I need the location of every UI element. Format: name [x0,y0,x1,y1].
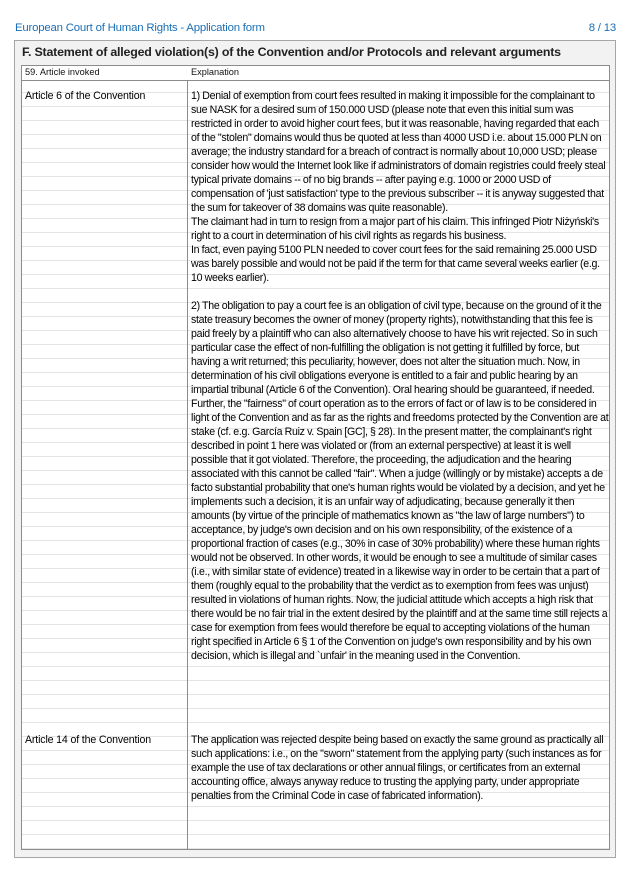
table-header-row [22,66,609,81]
article-table [21,65,610,850]
explanation-paragraph: The claimant had in turn to resign from a major part of his claim. This infringed Piotr Niżyński's right to a court in determination of his civil rights as regards his business. [191,216,599,242]
column-header-explanation: Explanation [191,67,240,77]
column-header-article: 59. Article invoked [25,67,100,77]
page-indicator: 8 / 13 [588,22,616,34]
explanation-field[interactable] [191,733,609,803]
blank-line [191,285,609,299]
explanation-field[interactable] [191,89,609,663]
explanation-paragraph: 2) The obligation to pay a court fee is an obligation of civil type, because on the ground of it the state treasury becomes the owner of money (property rights), notwithstanding that this fee is paid freely by a plaintiff who can also alternatively choose to have his writ rejected. So in such particular case the effect of non-fulfilling the obligation is not getting it fulfilled by force, but having a writ returned; this peculiarity, however, does not alter the situation much. Now, in determination of his civil obligations everyone is entitled to a fair and public hearing by an impartial tribunal (Article 6 of the Convention). Oral hearing should be guaranteed, if needed. Further, the "fairness" of court operation as to the errors of fact or of law is to be considered in light of the Convention and as far as the rights and freedoms protected by the Convention are at stake (cf. e.g. García Ruiz v. Spain [GC], § 28). In the present matter, the complainant's right described in point 1 here was violated or (from an external perspective) at least it is well possible that it got violated. Therefore, the proceeding, the adjudication and the hearing associated with this cannot be called "fair". When a judge (willingly or by mistake) accepts a de facto substantial probability that one's human rights would be violated by a decision, and yet he implements such a decision, it is an unfair way of adjudicating, because generally it then amounts (by virtue of the principle of mathematics known as "the law of large numbers") to acceptance, by judge's own decision and on his own responsibility, of the existence of a proportional fraction of cases (e.g., 30% in case of 30% probability) where these human rights would not be observed. In other words, it would be enough to see a multitude of similar cases (i.e., with similar state of evidence) treated in a likewise way in order to be certain that a part of them (roughly equal to the probability that the verdict as to exemption from fees was unjust) resulted in violations of human rights. Now, the judicial attitude which accepts a high risk that there would be no fair trial in the extent desired by the plaintiff and at the same time still rejects a case for exemption from fees would therefore be equal to accepting violations of the human right specified in Article 6 § 1 of the Convention on judge's own responsibility and by his own decision, which is illegal and `unfair' in the meaning used in the Convention. [191,300,609,662]
page-header [15,22,616,38]
form-title: European Court of Human Rights - Application form [15,22,265,34]
explanation-paragraph: The application was rejected despite being based on exactly the same ground as practically all such applications: i.e., on the "sworn" statement from the applying party (such instances as for example the use of tax declarations or other annual filings, or certificates from an external accounting office, always anyway reduce to trusting the applying party, under appropriate penalties from the Criminal Code in case of fabricated information). [191,734,604,802]
explanation-paragraph: 1) Denial of exemption from court fees resulted in making it impossible for the complainant to sue NASK for a desired sum of 150.000 USD (please note that even this initial sum was restricted in order to avoid higher court fees, but it was reasonable, having regarded that each of the "stolen" domains would thus be quoted at less than 4000 USD i.e. about 15.000 PLN on average; the industry standard for a breach of contract is normally about 10,000 USD; please consider how would the Internet look like if administrators of domain registries could freely steal typical private domains -- of no big brands -- after paying e.g. 1000 or 2000 USD of compensation of 'just satisfaction' type to the previous subscriber -- it is anyway suggested that the sum for takeover of 38 domains was quite reasonable). [191,90,606,214]
article-invoked-field[interactable]: Article 6 of the Convention [25,90,146,102]
article-invoked-field[interactable]: Article 14 of the Convention [25,734,151,746]
section-f-box [14,40,616,858]
section-title: F. Statement of alleged violation(s) of the Convention and/or Protocols and relevant arguments [22,45,561,59]
explanation-paragraph: In fact, even paying 5100 PLN needed to cover court fees for the said remaining 25.000 USD was barely possible and would not be paid if the term for that came several weeks earlier (e.g. 10 weeks earlier). [191,244,600,284]
column-divider [187,66,188,849]
